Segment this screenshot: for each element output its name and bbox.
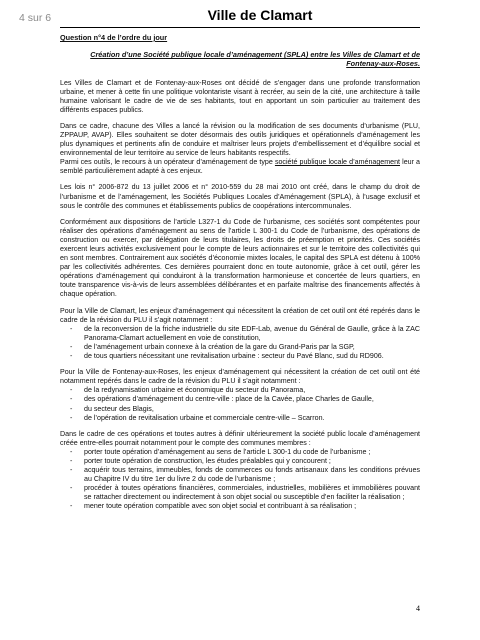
fontenay-intro: Pour la Ville de Fontenay-aux-Roses, les enjeux d’aménagement qui nécessitent la création de cet outil ont été notamment repérés dans le cadre de la révision du PLU il s’agit notamment :: [60, 368, 420, 386]
list-item: - mener toute opération compatible avec son objet social et contribuant à sa réalisation ;: [84, 502, 420, 511]
paragraph-tools-before: Parmi ces outils, le recours à un opérateur d’aménagement de type: [60, 158, 275, 167]
document-title: Ville de Clamart: [207, 7, 313, 23]
list-item: - de la reconversion de la friche industrielle du site EDF-Lab, avenue du Général de Gaulle, grâce à la ZAC Panorama-Clamart actuellement en voie de constitution,: [84, 325, 420, 343]
list-item: - du secteur des Blagis,: [84, 405, 420, 414]
fontenay-list: [60, 386, 420, 422]
paragraph-tools: [60, 158, 420, 176]
viewer-header: [0, 0, 480, 30]
list-item: - porter toute opération d’aménagement au sens de l’article L 300-1 du code de l’urbanisme ;: [84, 448, 420, 457]
list-item: - de l’opération de revitalisation urbaine et commerciale centre-ville – Scarron.: [84, 414, 420, 423]
tasks-list: [60, 448, 420, 512]
spla-emphasis: société publique locale d’aménagement: [274, 158, 400, 167]
subject-heading: Création d’une Société publique locale d’aménagement (SPLA) entre les Villes de Clamart et de Fontenay-aux-Roses.: [90, 50, 420, 69]
page-counter: 4 sur 6: [19, 12, 52, 24]
clamart-list: [60, 325, 420, 361]
question-label: Question n°4 de l’ordre du jour: [60, 33, 168, 42]
paragraph-tools-after: leur a semblé particulièrement adapté à ces enjeux.: [60, 158, 421, 176]
list-item: - porter toute opération de construction, les études préalables qui y concourent ;: [84, 457, 420, 466]
document-body: [60, 33, 420, 519]
paragraph-context: [60, 122, 420, 158]
list-item: - des opérations d’aménagement du centre-ville : place de la Cavée, place Charles de Gaulle,: [84, 395, 420, 404]
paragraph-code: Conformément aux dispositions de l’article L327-1 du Code de l’urbanisme, ces sociétés sont compétentes pour réaliser des opérations d’aménagement au sens de l’article L 300-1 du Code de l’urbanisme, des opérations de construction ou exercer, par délégation de leurs titulaires, les droits de préemption et priorités. Ces sociétés exercent leurs activités exclusivement pour le compte de leurs actionnaires et sur le territoire des collectivités qui en sont membres. Contrairement aux sociétés d’économie mixtes locales, le capital des SPLA est détenu à 100% par les collectivités adhérentes. Ces dernières pourraient donc en toute autonomie, grâce à cet outil, gérer les opérations d’aménagement qui conduiront à la transformation harmonieuse et concertée de leurs quartiers, en toute transparence vis-à-vis de leurs assemblées délibérantes et en parfaite maîtrise des financements affectés à chaque opération.: [60, 217, 420, 299]
list-item: - de l’aménagement urbain connexe à la création de la gare du Grand-Paris par la SGP,: [84, 343, 420, 352]
paragraph-context-text: Dans ce cadre, chacune des Villes a lancé la révision ou la modification de ses documents d’urbanisme (PLU, ZPPAUP, AVAP). Elles souhaitent se doter désormais des outils juridiques et opérationnels d’aménagement les plus dynamiques et pertinents afin de conduire et maîtriser leurs projets d’embellissement et d’équilibre social et environnemental de leur territoire au service de leurs habitants respectifs.: [60, 121, 420, 158]
list-item: - de la redynamisation urbaine et économique du secteur du Panorama,: [84, 386, 420, 395]
tasks-intro: Dans le cadre de ces opérations et toutes autres à définir ultérieurement la société public locale d’aménagement créée entre-elles pourrait notamment pour le compte des communes membres :: [60, 429, 420, 447]
list-item: - acquérir tous terrains, immeubles, fonds de commerces ou fonds artisanaux dans les conditions prévues au Chapitre IV du titre 1er du livre 2 du code de l’urbanisme ;: [84, 466, 420, 484]
clamart-intro: Pour la Ville de Clamart, les enjeux d’aménagement qui nécessitent la création de cet outil ont été repérés dans le cadre de la révision du PLU il s’agit notamment :: [60, 306, 420, 324]
list-item: - procéder à toutes opérations financières, commerciales, industrielles, mobilières et immobilières pouvant se rattacher directement ou indirectement à son objet social ou susceptible d’en faciliter la réalisation ;: [84, 484, 420, 502]
header-rule: [60, 27, 420, 28]
paragraph-laws: Les lois n° 2006-872 du 13 juillet 2006 et n° 2010-559 du 28 mai 2010 ont créé, dans le champ du droit de l’urbanisme et de l’aménagement, les Sociétés Publiques Locales d’Aménagement (SPLA), à l’usage exclusif et sous le contrôle des communes et établissements publics de coopérations intercommunales.: [60, 183, 420, 210]
page-number: 4: [416, 604, 420, 613]
paragraph-intro: Les Villes de Clamart et de Fontenay-aux-Roses ont décidé de s’engager dans une profonde transformation urbaine, et mener à cette fin une politique volontariste visant à recréer, au sein de la cité, une architecture à taille humaine valorisant le cadre de vie de ses habitants, tout en apportant un soin particulier au traitement des différents espaces publics.: [60, 78, 420, 114]
list-item: - de tous quartiers nécessitant une revitalisation urbaine : secteur du Pavé Blanc, sud du RD906.: [84, 352, 420, 361]
